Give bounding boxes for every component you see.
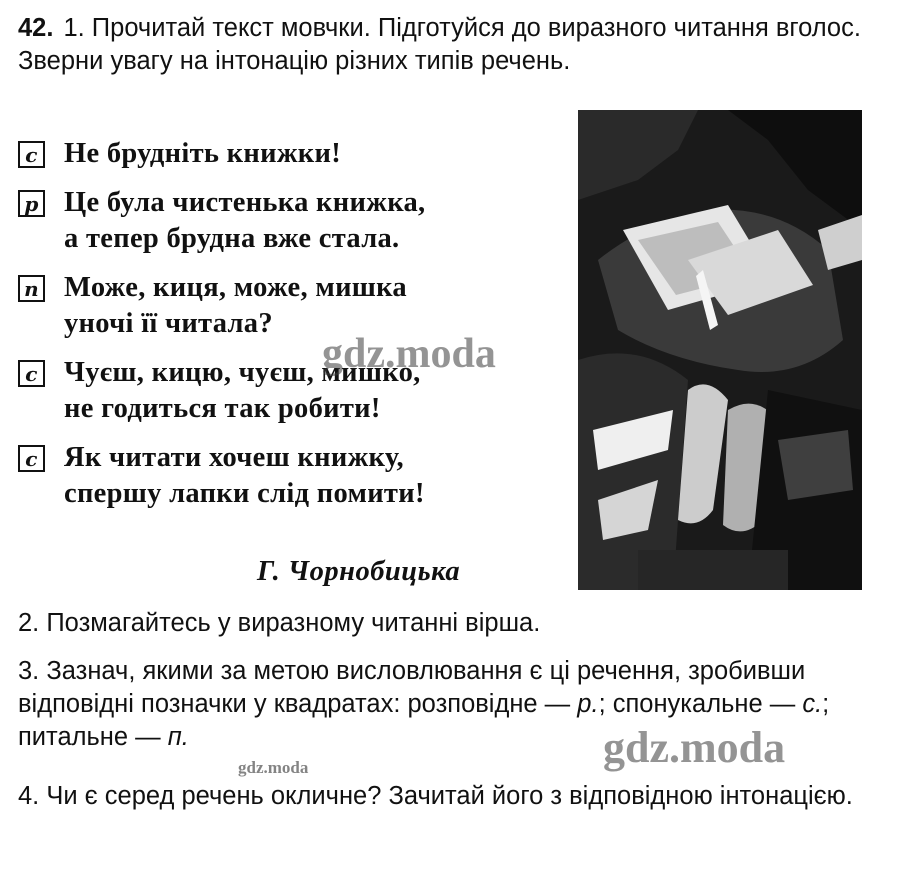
answer-box[interactable]: [18, 190, 45, 217]
task-4: 4. Чи є серед речень окличне? Зачитай його з відповідною інтонацією.: [18, 782, 853, 810]
answer-box[interactable]: [18, 141, 45, 168]
poem-line: уночі її читала?: [64, 308, 273, 339]
watermark: gdz.moda: [322, 331, 496, 377]
answer-box[interactable]: [18, 360, 45, 387]
answer-mark: с: [25, 446, 38, 471]
poem-line: не годиться так робити!: [64, 393, 381, 424]
poem-line: а тепер брудна вже стала.: [64, 223, 400, 254]
task-1-text: 1. Прочитай текст мовчки. Підготуйся до виразного читання вголос. Зверни увагу на інтонацію різних типів речень.: [18, 14, 861, 75]
task-3-text-2: ; спонукальне —: [598, 690, 796, 718]
mark-s: с.: [802, 690, 823, 718]
mark-p: п.: [167, 723, 189, 751]
task-3-text: 3. Зазнач, якими за метою висловлювання є ці речення, зробивши відповідні позначки у квадратах: розповідне —: [18, 657, 806, 718]
poem-line: спершу лапки слід помити!: [64, 478, 425, 509]
task-3-text-3: ; питальне —: [18, 690, 830, 751]
poem-author: Г. Чорнобицька: [257, 556, 461, 587]
watermark-small: gdz.moda: [238, 758, 309, 777]
poem-line: Як читати хочеш книжку,: [64, 442, 404, 473]
mark-r: р.: [577, 690, 599, 718]
exercise-number: 42.: [18, 14, 54, 42]
task-2: 2. Позмагайтесь у виразному читанні вірша.: [18, 609, 541, 637]
answer-mark: р: [24, 191, 39, 216]
answer-mark: п: [24, 276, 39, 301]
poem-stanza-1: [18, 136, 578, 172]
task-1: [18, 12, 878, 78]
illustration-photo: [578, 110, 862, 590]
answer-mark: с: [25, 361, 38, 386]
poem-line: Чуєш, кицю, чуєш, мишко,: [64, 357, 421, 388]
poem-line: Це була чистенька книжка,: [64, 187, 426, 218]
poem-line: Може, киця, може, мишка: [64, 272, 407, 303]
answer-mark: с: [25, 142, 38, 167]
poem-stanza-5: [18, 440, 578, 512]
answer-box[interactable]: [18, 445, 45, 472]
poem-stanza-2: [18, 185, 578, 257]
watermark: gdz.moda: [603, 723, 786, 772]
poem-line: Не брудніть книжки!: [64, 138, 342, 169]
answer-box[interactable]: [18, 275, 45, 302]
